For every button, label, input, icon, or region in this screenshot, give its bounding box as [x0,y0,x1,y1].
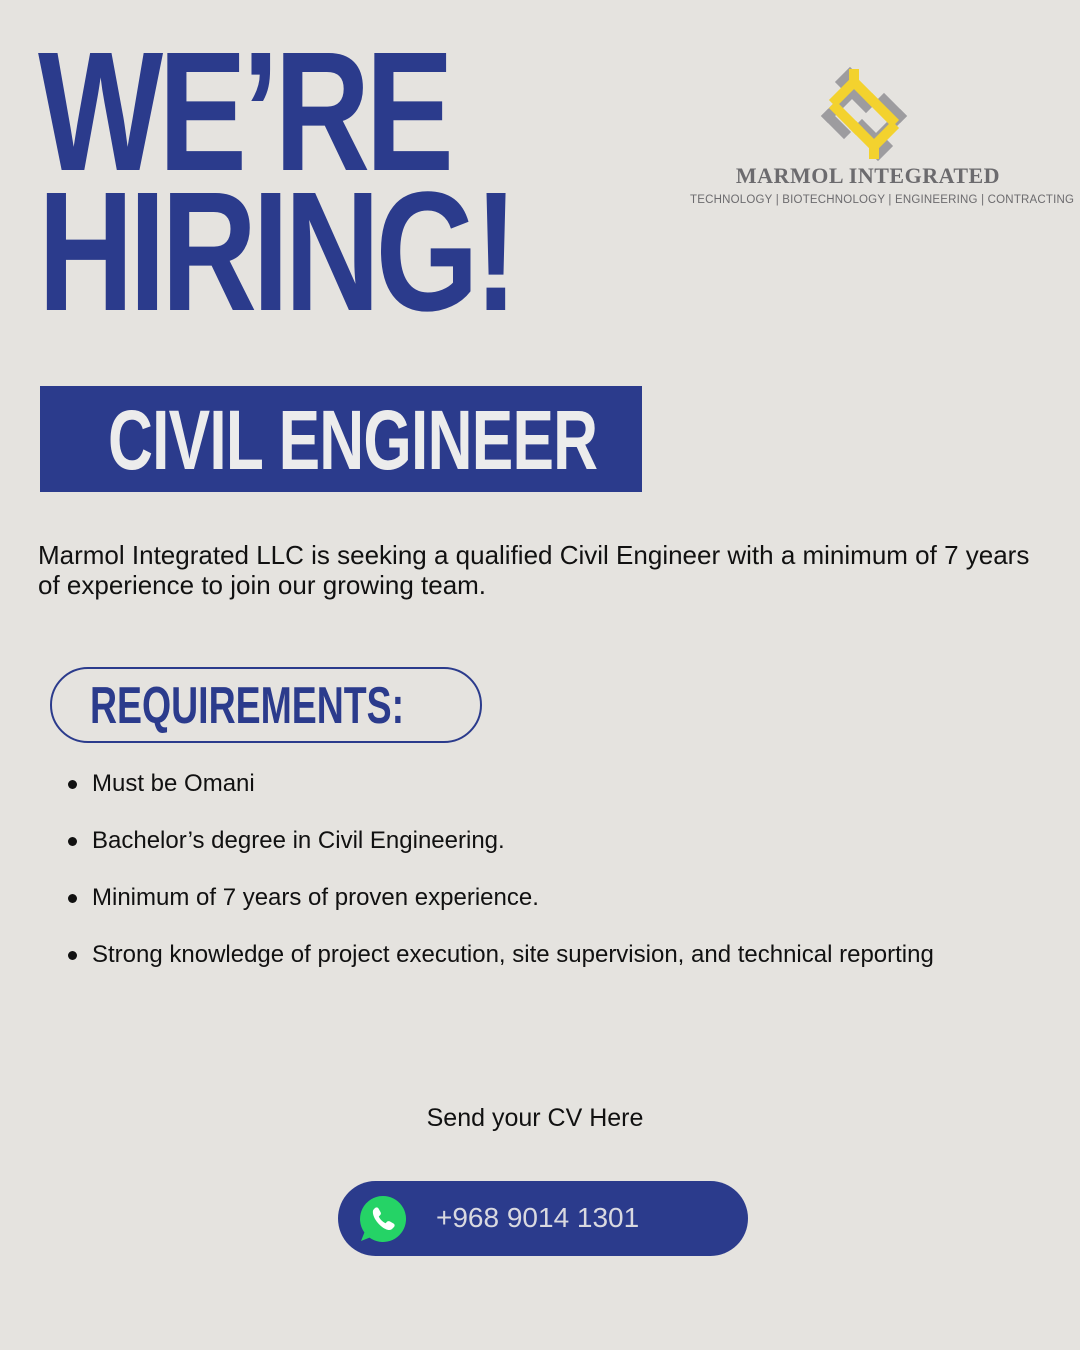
requirements-heading: REQUIREMENTS: [90,677,405,735]
headline-line-1: WE’RE [38,17,450,207]
requirement-text: Minimum of 7 years of proven experience. [92,884,539,911]
requirement-item [66,764,1066,821]
marmol-logo-mark-icon [814,64,914,164]
company-tagline: TECHNOLOGY | BIOTECHNOLOGY | ENGINEERING | CONTRACTING [690,194,1075,206]
bullet-icon [68,951,77,960]
company-logo [690,64,1075,214]
whatsapp-icon [357,1193,409,1245]
requirements-heading-pill [50,667,482,743]
company-name: MARMOL INTEGRATED [735,163,1001,188]
requirement-text: Must be Omani [92,770,255,797]
job-title-banner [40,386,642,492]
phone-number: +968 9014 1301 [436,1202,640,1233]
requirement-item [66,821,1066,878]
headline [38,17,514,347]
job-title: CIVIL ENGINEER [108,393,598,487]
requirement-text: Bachelor’s degree in Civil Engineering. [92,827,505,854]
send-cv-label: Send your CV Here [426,1104,644,1132]
bullet-icon [68,837,77,846]
headline-line-2: HIRING! [38,157,514,347]
requirements-list [66,764,1066,992]
requirement-text: Strong knowledge of project execution, site supervision, and technical reporting [92,941,934,968]
job-description: Marmol Integrated LLC is seeking a qualified Civil Engineer with a minimum of 7 years of experience to join our growing team. [38,540,1030,600]
bullet-icon [68,894,77,903]
requirement-item [66,935,1066,992]
bullet-icon [68,780,77,789]
requirement-item [66,878,1066,935]
whatsapp-contact-button[interactable] [338,1181,748,1256]
